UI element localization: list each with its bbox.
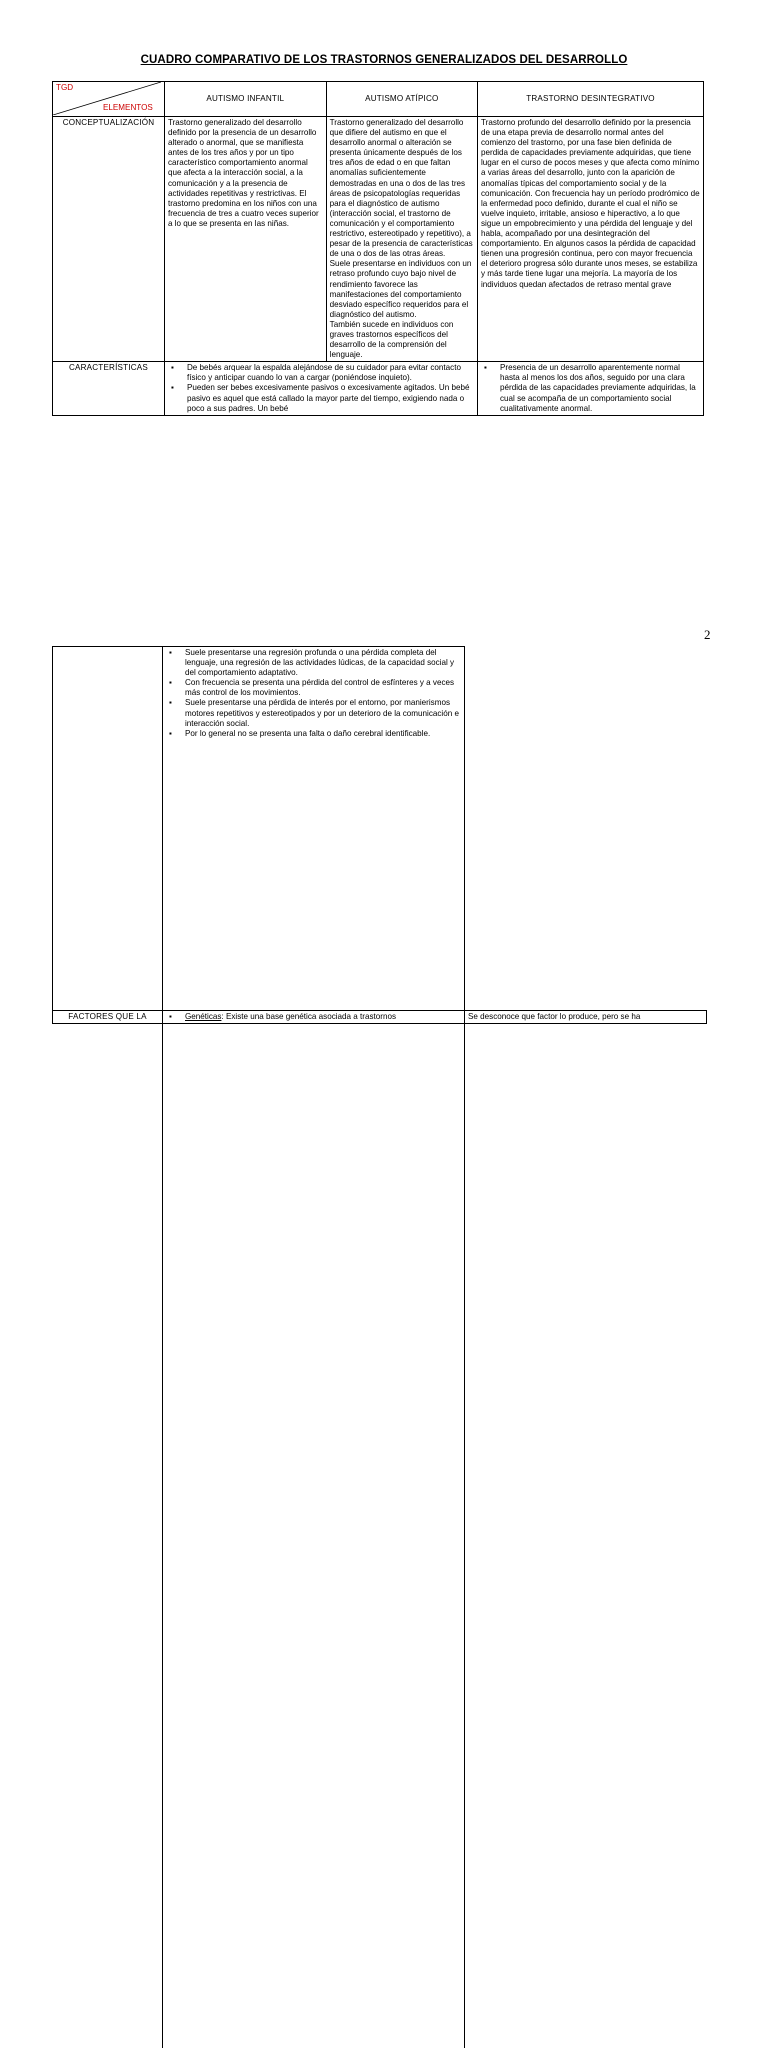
table-row-conceptualizacion [53, 117, 704, 362]
list-item: ▪ Pueden ser bebes excesivamente pasivos o excesivamente agitados. Un bebé pasivo es aquel que está callado la mayor parte del tiempo, exigiendo nada o poco a sus padres. Un bebé [168, 383, 474, 413]
list-item: ▪ Por lo general no se presenta una falta o daño cerebral identificable. [166, 729, 461, 739]
cell-concept-desintegrativo: Trastorno profundo del desarrollo definido por la presencia de una etapa previa de desarrollo normal antes del comienzo del trastorno, por una fase bien definida de perdida de capacidades previamente adquiridas, que tiene lugar en el curso de pocos meses y que afecta como mínimo a varias áreas del desarrollo, junto con la aparición de anomalías típicas del comportamiento social y de la comunicación. Con frecuencia hay un período prodrómico de la enfermedad poco definido, durante el cual el niño se vuelve inquieto, irritable, ansioso e hiperactivo, a lo que sigue un empobrecimiento y una pérdida del lenguaje y del habla, acompañado por una desintegración del comportamiento. En algunos casos la pérdida de capacidad tienen una progresión continua, pero con mayor frecuencia el deterioro progresa sólo durante unos meses, se estabiliza y más tarde tiene lugar una mejoría. La mayoría de los individuos quedan afectados de retraso mental grave [478, 117, 704, 362]
bullet-list [168, 363, 474, 413]
table-row-caracteristicas [53, 362, 704, 415]
factor-text: : Existe una base genética asociada a trastornos [221, 1012, 396, 1021]
cell-factores-autismo [163, 1011, 465, 1024]
factor-term: Genéticas [185, 1012, 221, 1021]
header-autismo-infantil: AUTISMO INFANTIL [164, 82, 326, 117]
cell-factores-desintegrativo: Se desconoce que factor lo produce, pero se ha [465, 1011, 707, 1024]
concept-atipico-paragraph: También sucede en individuos con graves trastornos específicos del desarrollo de la comprensión del lenguaje. [330, 320, 474, 360]
cell-concept-autismo-infantil: Trastorno generalizado del desarrollo definido por la presencia de un desarrollo alterado o anormal, que se manifiesta antes de los tres años y por un tipo característico comportamiento anormal que afecta a la interacción social, a la comunicación y a la presencia de actividades repetitivas y restrictivas. El trastorno predomina en los niños con una frecuencia de tres a cuatro veces superior a lo que se presenta en las niñas. [164, 117, 326, 362]
row-label-conceptualizacion: CONCEPTUALIZACIÓN [53, 117, 165, 362]
comparison-table [52, 81, 704, 416]
list-item: ▪ Suele presentarse una pérdida de interés por el entorno, por manierismos motores repetitivos y estereotipados y por un deterioro de la comunicación e interacción social. [166, 698, 461, 728]
document-title: CUADRO COMPARATIVO DE LOS TRASTORNOS GENERALIZADOS DEL DESARROLLO [0, 54, 768, 66]
cell-concept-autismo-atipico [326, 117, 477, 362]
concept-atipico-paragraph: Suele presentarse en individuos con un retraso profundo cuyo bajo nivel de rendimiento favorece las manifestaciones del comportamiento desviado específico requeridos para el diagnóstico del autismo. [330, 259, 474, 320]
header-tgd-label: TGD [56, 83, 73, 93]
left-column-continued [52, 646, 162, 1024]
comparison-table-continued [162, 646, 707, 2048]
row-label-caracteristicas: CARACTERÍSTICAS [53, 362, 165, 415]
header-corner-cell [53, 82, 165, 117]
document-page-1 [0, 0, 768, 580]
list-item: ▪ Con frecuencia se presenta una pérdida del control de esfínteres y a veces más control de los movimientos. [166, 678, 461, 698]
page-number: 2 [704, 627, 711, 643]
header-trastorno-desintegrativo: TRASTORNO DESINTEGRATIVO [478, 82, 704, 117]
list-item: ▪ Presencia de un desarrollo aparentemente normal hasta al menos los dos años, seguido por una clara pérdida de las capacidades previamente adquiridas, la cual se acompaña de un comportamiento social cualitativamente anormal. [481, 363, 700, 413]
list-item: ▪ Suele presentarse una regresión profunda o una pérdida completa del lenguaje, una regresión de las actividades lúdicas, de la capacidad social y del comportamiento adaptativo. [166, 648, 461, 678]
table-row-factores [52, 1010, 707, 1024]
table-header-row [53, 82, 704, 117]
row-label-factores: FACTORES QUE LA [53, 1011, 163, 1024]
table-row-caracteristicas-cont [163, 647, 707, 2048]
concept-atipico-paragraph: Trastorno generalizado del desarrollo que difiere del autismo en que el desarrollo anormal o alteración se presenta únicamente después de los tres años de edad o en que faltan anomalías suficientemente demostradas en una o dos de las tres áreas de psicopatologías requeridas para el diagnóstico de autismo (interacción social, el trastorno de comunicación y el comportamiento restrictivo, estereotipado y repetitivo), a pesar de la presencia de características de una o dos de las otras áreas. [330, 118, 474, 259]
header-elementos-label: ELEMENTOS [103, 103, 153, 113]
bullet-list [166, 648, 461, 739]
cell-caracteristicas-desintegrativo [478, 362, 704, 415]
header-autismo-atipico: AUTISMO ATÍPICO [326, 82, 477, 117]
list-item [166, 1012, 461, 1022]
bullet-list [166, 1012, 461, 1022]
cell-caracteristicas-desintegrativo-cont [163, 647, 465, 2048]
cell-caracteristicas-autismo [164, 362, 477, 415]
bullet-list [481, 363, 700, 413]
list-item: ▪ De bebés arquear la espalda alejándose de su cuidador para evitar contacto físico y anticipar cuando lo van a cargar (poniéndose inquieto). [168, 363, 474, 383]
